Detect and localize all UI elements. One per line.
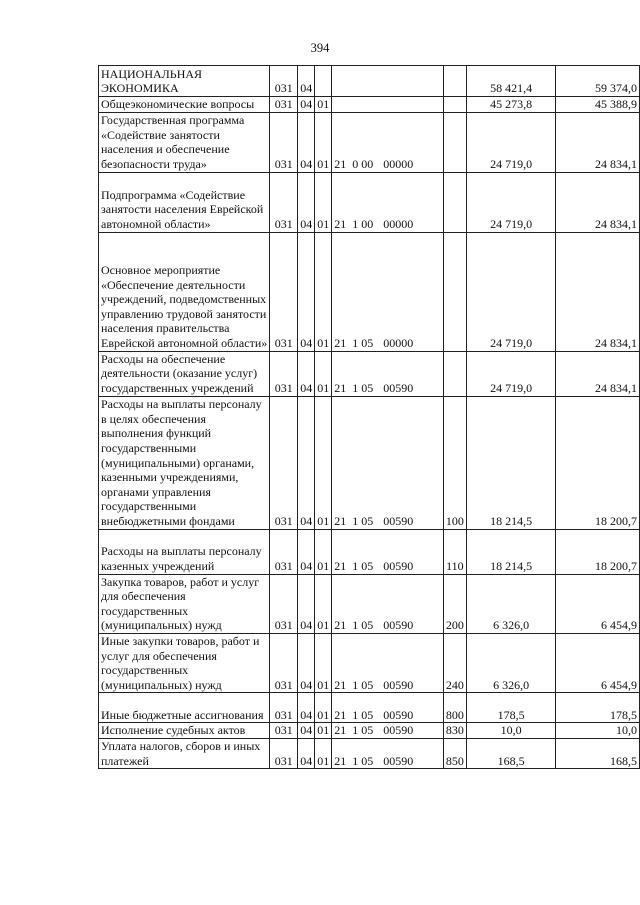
- target-code-part: 00590: [383, 559, 414, 573]
- section-code: 04: [298, 351, 315, 396]
- table-row: [99, 723, 640, 739]
- section-code: 04: [298, 738, 315, 768]
- ministry-code: 031: [270, 172, 298, 232]
- section-code: 04: [298, 529, 315, 574]
- table-row: [99, 529, 640, 574]
- amount-year-2: 24 834,1: [556, 112, 640, 172]
- target-code-part: 00590: [383, 514, 414, 528]
- amount-year-1: 24 719,0: [466, 172, 556, 232]
- target-code-part: 21: [334, 514, 347, 528]
- target-code-part: 1: [352, 753, 359, 768]
- section-code: 04: [298, 112, 315, 172]
- target-code-part: 1: [352, 381, 359, 395]
- subsection-code: 01: [315, 738, 332, 768]
- section-code: 04: [298, 97, 315, 113]
- subsection-code: 01: [315, 172, 332, 232]
- subsection-code: 01: [315, 396, 332, 529]
- target-code-part: 1: [352, 217, 359, 231]
- target-code-part: 1: [352, 677, 359, 692]
- target-code-part: 00000: [383, 217, 414, 231]
- target-code-part: 00000: [383, 157, 414, 171]
- target-code-part: 1: [352, 336, 359, 350]
- target-code-part: 1: [352, 618, 359, 633]
- target-code-part: 21: [334, 753, 347, 768]
- target-code-part: 00590: [383, 618, 414, 633]
- target-code-part: 1: [352, 514, 359, 528]
- target-article-code: [332, 66, 444, 97]
- target-code-part: 00590: [383, 381, 414, 395]
- expense-type-code: 110: [443, 529, 466, 574]
- ministry-code: 031: [270, 693, 298, 723]
- section-code: 04: [298, 633, 315, 692]
- expense-type-code: [443, 112, 466, 172]
- target-code-part: 21: [334, 336, 347, 350]
- row-name: Уплата налогов, сборов и иных платежей: [99, 738, 270, 768]
- target-article-code: [332, 574, 444, 633]
- table-row: [99, 232, 640, 351]
- target-code-part: 05: [361, 723, 374, 738]
- target-article-code: [332, 723, 444, 739]
- amount-year-2: 178,5: [556, 693, 640, 723]
- ministry-code: 031: [270, 396, 298, 529]
- ministry-code: 031: [270, 738, 298, 768]
- target-code-part: 05: [361, 677, 374, 692]
- section-code: 04: [298, 574, 315, 633]
- row-name: Подпрограмма «Содействие занятости населения Еврейской автономной области»: [99, 172, 270, 232]
- expense-type-code: 800: [443, 693, 466, 723]
- section-code: 04: [298, 693, 315, 723]
- target-article-code: [332, 396, 444, 529]
- row-name: Исполнение судебных актов: [99, 723, 270, 739]
- budget-table: [98, 65, 640, 769]
- target-code-part: 05: [361, 618, 374, 633]
- target-code-part: 21: [334, 707, 347, 722]
- ministry-code: 031: [270, 97, 298, 113]
- target-article-code: [332, 693, 444, 723]
- row-name: Иные бюджетные ассигнования: [99, 693, 270, 723]
- ministry-code: 031: [270, 723, 298, 739]
- table-row: [99, 112, 640, 172]
- section-code: 04: [298, 396, 315, 529]
- target-code-part: 21: [334, 157, 347, 171]
- ministry-code: 031: [270, 529, 298, 574]
- target-code-part: 05: [361, 514, 374, 528]
- row-name: Закупка товаров, работ и услуг для обеспечения государственных (муниципальных) нужд: [99, 574, 270, 633]
- amount-year-1: 6 326,0: [466, 633, 556, 692]
- expense-type-code: 830: [443, 723, 466, 739]
- amount-year-2: 168,5: [556, 738, 640, 768]
- subsection-code: 01: [315, 574, 332, 633]
- target-code-part: 00: [361, 157, 374, 171]
- target-code-part: 21: [334, 618, 347, 633]
- target-article-code: [332, 738, 444, 768]
- amount-year-1: 10,0: [466, 723, 556, 739]
- subsection-code: 01: [315, 351, 332, 396]
- target-code-part: 21: [334, 723, 347, 738]
- target-code-part: 0: [352, 157, 359, 171]
- target-article-code: [332, 633, 444, 692]
- subsection-code: 01: [315, 633, 332, 692]
- target-article-code: [332, 351, 444, 396]
- row-name: Общеэкономические вопросы: [99, 97, 270, 113]
- amount-year-1: 24 719,0: [466, 112, 556, 172]
- subsection-code: 01: [315, 693, 332, 723]
- expense-type-code: [443, 232, 466, 351]
- expense-type-code: [443, 97, 466, 113]
- amount-year-1: 6 326,0: [466, 574, 556, 633]
- row-name: Расходы на выплаты персоналу казенных учреждений: [99, 529, 270, 574]
- ministry-code: 031: [270, 351, 298, 396]
- ministry-code: 031: [270, 66, 298, 97]
- expense-type-code: [443, 172, 466, 232]
- row-name: Основное мероприятие «Обеспечение деятельности учреждений, подведомственных управлению трудовой занятости населения правительства Еврейской автономной области»: [99, 232, 270, 351]
- section-code: 04: [298, 723, 315, 739]
- target-code-part: 1: [352, 559, 359, 573]
- amount-year-2: 45 388,9: [556, 97, 640, 113]
- target-code-part: 00590: [383, 707, 414, 722]
- amount-year-1: 58 421,4: [466, 66, 556, 97]
- row-name: Иные закупки товаров, работ и услуг для обеспечения государственных (муниципальных) нужд: [99, 633, 270, 692]
- table-row: [99, 574, 640, 633]
- target-code-part: 05: [361, 707, 374, 722]
- subsection-code: 01: [315, 232, 332, 351]
- table-row: [99, 66, 640, 97]
- row-name: НАЦИОНАЛЬНАЯ ЭКОНОМИКА: [99, 66, 270, 97]
- amount-year-1: 24 719,0: [466, 351, 556, 396]
- subsection-code: 01: [315, 97, 332, 113]
- row-name: Государственная программа «Содействие занятости населения и обеспечение безопасности труда»: [99, 112, 270, 172]
- amount-year-2: 6 454,9: [556, 574, 640, 633]
- target-code-part: 00590: [383, 723, 414, 738]
- ministry-code: 031: [270, 574, 298, 633]
- section-code: 04: [298, 232, 315, 351]
- subsection-code: 01: [315, 529, 332, 574]
- target-article-code: [332, 232, 444, 351]
- target-code-part: 05: [361, 381, 374, 395]
- target-code-part: 21: [334, 677, 347, 692]
- target-code-part: 00: [361, 217, 374, 231]
- target-code-part: 05: [361, 753, 374, 768]
- amount-year-2: 6 454,9: [556, 633, 640, 692]
- row-name: Расходы на обеспечение деятельности (оказание услуг) государственных учреждений: [99, 351, 270, 396]
- amount-year-1: 178,5: [466, 693, 556, 723]
- expense-type-code: 100: [443, 396, 466, 529]
- target-code-part: 00000: [383, 336, 414, 350]
- table-row: [99, 633, 640, 692]
- target-code-part: 1: [352, 723, 359, 738]
- table-row: [99, 396, 640, 529]
- amount-year-2: 18 200,7: [556, 529, 640, 574]
- amount-year-2: 59 374,0: [556, 66, 640, 97]
- page-number: 394: [310, 41, 330, 55]
- table-row: [99, 351, 640, 396]
- amount-year-2: 24 834,1: [556, 172, 640, 232]
- expense-type-code: [443, 66, 466, 97]
- amount-year-1: 168,5: [466, 738, 556, 768]
- section-code: 04: [298, 172, 315, 232]
- target-article-code: [332, 112, 444, 172]
- amount-year-2: 18 200,7: [556, 396, 640, 529]
- expense-type-code: 200: [443, 574, 466, 633]
- table-row: [99, 693, 640, 723]
- subsection-code: 01: [315, 112, 332, 172]
- target-code-part: 21: [334, 381, 347, 395]
- expense-type-code: [443, 351, 466, 396]
- target-article-code: [332, 172, 444, 232]
- amount-year-1: 24 719,0: [466, 232, 556, 351]
- target-code-part: 00590: [383, 677, 414, 692]
- target-code-part: 21: [334, 217, 347, 231]
- target-code-part: 05: [361, 559, 374, 573]
- table-row: [99, 738, 640, 768]
- section-code: 04: [298, 66, 315, 97]
- subsection-code: 01: [315, 723, 332, 739]
- target-article-code: [332, 529, 444, 574]
- subsection-code: [315, 66, 332, 97]
- target-code-part: 05: [361, 336, 374, 350]
- target-code-part: 00590: [383, 753, 414, 768]
- amount-year-2: 24 834,1: [556, 351, 640, 396]
- target-code-part: 21: [334, 559, 347, 573]
- table-row: [99, 97, 640, 113]
- ministry-code: 031: [270, 633, 298, 692]
- target-code-part: 1: [352, 707, 359, 722]
- target-article-code: [332, 97, 444, 113]
- row-name: Расходы на выплаты персоналу в целях обеспечения выполнения функций государственными (муниципальными) органами, казенными учреждениями, органами управления государственными внебюджетными фондами: [99, 396, 270, 529]
- ministry-code: 031: [270, 112, 298, 172]
- amount-year-1: 18 214,5: [466, 396, 556, 529]
- amount-year-2: 24 834,1: [556, 232, 640, 351]
- amount-year-1: 18 214,5: [466, 529, 556, 574]
- expense-type-code: 240: [443, 633, 466, 692]
- ministry-code: 031: [270, 232, 298, 351]
- expense-type-code: 850: [443, 738, 466, 768]
- table-row: [99, 172, 640, 232]
- amount-year-2: 10,0: [556, 723, 640, 739]
- amount-year-1: 45 273,8: [466, 97, 556, 113]
